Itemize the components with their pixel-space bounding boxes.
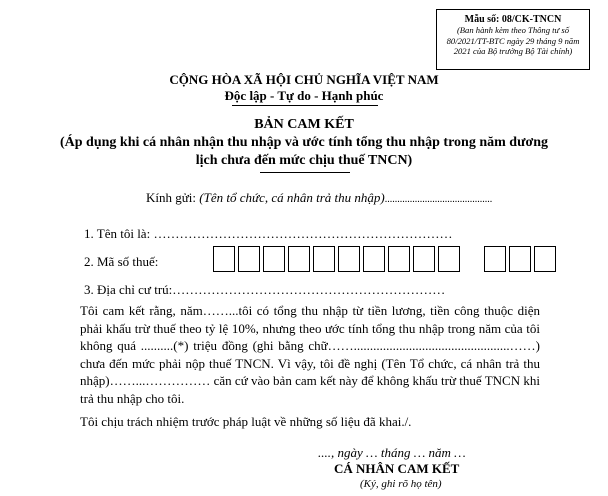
recipient-line [146, 190, 492, 208]
taxcode-box[interactable] [438, 246, 460, 272]
date-line: ...., ngày … tháng … năm … [318, 445, 466, 460]
form-code-box [436, 9, 590, 70]
sign-note: (Ký, ghi rõ họ tên) [360, 478, 442, 490]
taxcode-box[interactable] [484, 246, 506, 272]
taxcode-box[interactable] [338, 246, 360, 272]
taxcode-box[interactable] [313, 246, 335, 272]
taxcode-box[interactable] [534, 246, 556, 272]
recipient-placeholder: (Tên tổ chức, cá nhân trả thu nhập) [199, 190, 385, 205]
nation-heading: CỘNG HÒA XÃ HỘI CHỦ NGHĨA VIỆT NAM [169, 72, 439, 87]
commitment-paragraph: Tôi cam kết rằng, năm……...tôi có tổng thu nhập từ tiền lương, tiền công thuộc diện phải khấu trừ thuế theo tỷ lệ 10%, nhưng theo ước tính tổng thu nhập trong năm của tôi không quá ..........(*) triệu đồng (ghi bằng chữ……................................................……) chưa đến mức phải nộp thuế TNCN. Vì vậy, tôi đề nghị (Tên Tổ chức, cá nhân trả thu nhập)……...…………… căn cứ vào bản cam kết này để không khấu trừ thuế TNCN khi trả thu nhập cho tôi. [80, 303, 540, 406]
recipient-label: Kính gửi: [146, 190, 200, 205]
motto-heading: Độc lập - Tự do - Hạnh phúc [224, 88, 384, 103]
form-code-label: Mẫu số: 08/CK-TNCN [464, 14, 562, 25]
taxcode-box[interactable] [509, 246, 531, 272]
motto-underline [232, 105, 378, 106]
field-address: 3. Địa chỉ cư trú:……………………………………………………… [84, 282, 446, 297]
taxcode-box[interactable] [213, 246, 235, 272]
responsibility-paragraph: Tôi chịu trách nhiệm trước pháp luật về những số liệu đã khai./. [80, 414, 412, 429]
taxcode-box[interactable] [238, 246, 260, 272]
field-taxcode-label: 2. Mã số thuế: [84, 254, 159, 269]
document-title: BẢN CAM KẾT [254, 117, 354, 132]
taxcode-box[interactable] [263, 246, 285, 272]
taxcode-box[interactable] [288, 246, 310, 272]
signer-title: CÁ NHÂN CAM KẾT [334, 461, 460, 476]
title-underline [260, 172, 350, 173]
field-name: 1. Tên tôi là: …………………………………………………………… [84, 226, 453, 241]
taxcode-box[interactable] [413, 246, 435, 272]
form-code-note: (Ban hành kèm theo Thông tư số 80/2021/TT-BTC ngày 29 tháng 9 năm 2021 của Bộ trưởng Bộ Tài chính) [446, 25, 580, 56]
recipient-dots: ........................................... [384, 194, 493, 205]
document-subtitle: (Áp dụng khi cá nhân nhận thu nhập và ước tính tổng thu nhập trong năm dương lịch chưa đến mức chịu thuế TNCN) [59, 135, 549, 168]
taxcode-box[interactable] [363, 246, 385, 272]
taxcode-box[interactable] [388, 246, 410, 272]
